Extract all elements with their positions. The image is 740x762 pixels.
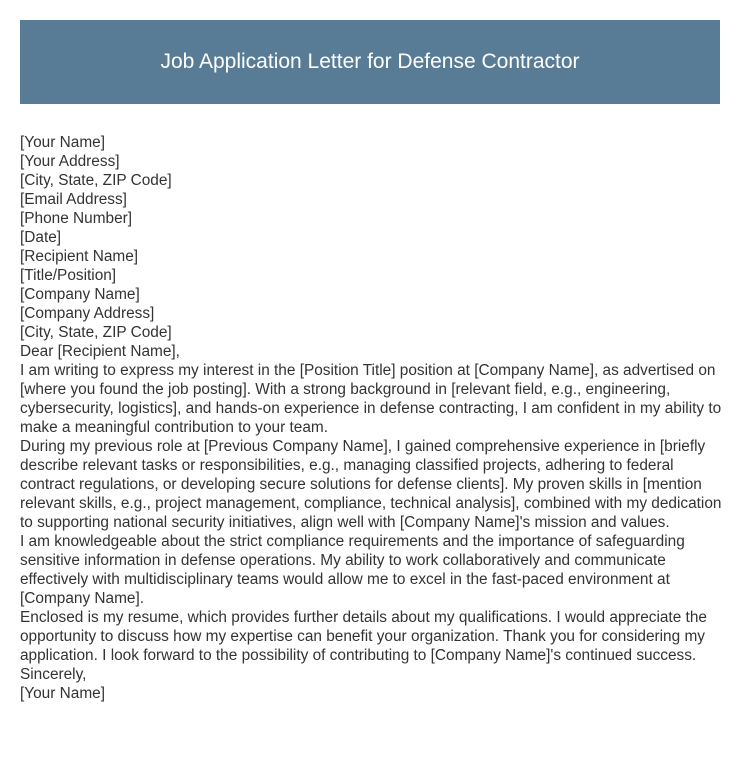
sender-address: [Your Address] [20,153,120,170]
paragraph-compliance: I am knowledgeable about the strict compliance requirements and the importance of safeguarding sensitive information in defense operations. My ability to work collaboratively and communicate effectively with multidisciplinary teams would allow me to excel in the fast-paced environment at [Company Name]. [20,533,685,607]
paragraph-closing: Enclosed is my resume, which provides further details about my qualifications. I would appreciate the opportunity to discuss how my expertise can benefit your organization. Thank you for considering my application. I look forward to the possibility of contributing to [Company Name]'s continued success. [20,609,707,664]
paragraph-experience: During my previous role at [Previous Company Name], I gained comprehensive experience in [briefly describe relevant tasks or responsibilities, e.g., managing classified projects, adhering to federal contract regulations, or developing secure solutions for defense clients]. My proven skills in [mention relevant skills, e.g., project management, compliance, technical analysis], combined with my dedication to supporting national security initiatives, align well with [Company Name]'s mission and values. [20,438,722,531]
sender-phone: [Phone Number] [20,210,133,227]
paragraph-intro: I am writing to express my interest in the [Position Title] position at [Company Name], as advertised on [where you found the job posting]. With a strong background in [relevant field, e.g., engineering, cybersecurity, logistics], and hands-on experience in defense contracting, I am confident in my ability to make a meaningful contribution to your team. [20,362,722,436]
company-address: [Company Address] [20,305,155,322]
closing: Sincerely, [20,666,87,683]
page-header [20,20,720,104]
page-title: Job Application Letter for Defense Contractor [160,50,580,73]
sender-email: [Email Address] [20,191,127,208]
sender-city: [City, State, ZIP Code] [20,172,172,189]
letter-date: [Date] [20,229,62,246]
company-city: [City, State, ZIP Code] [20,324,172,341]
recipient-title: [Title/Position] [20,267,117,284]
signature: [Your Name] [20,685,105,702]
company-name: [Company Name] [20,286,140,303]
sender-name: [Your Name] [20,134,105,151]
salutation: Dear [Recipient Name], [20,343,180,360]
recipient-name: [Recipient Name] [20,248,139,265]
letter-body [20,133,722,703]
